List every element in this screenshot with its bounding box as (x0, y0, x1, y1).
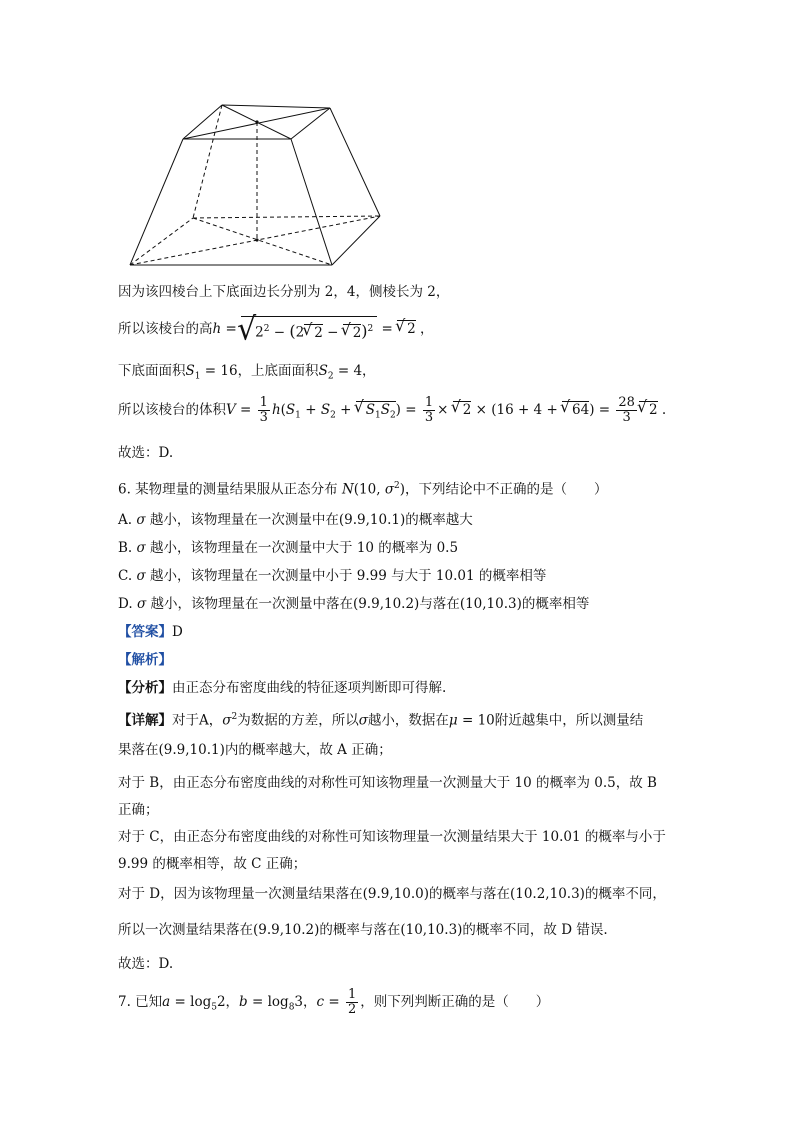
text-span: 的概率相等 (521, 596, 590, 612)
text-span: 对于 D，因为该物理量一次测量结果落在 (118, 886, 363, 902)
detail-line-7 (118, 884, 666, 904)
detail-line-2 (118, 740, 392, 760)
text-span: 所以该棱台的高 (118, 320, 213, 337)
text-span: 内的概率越大，故 A 正确； (224, 742, 392, 758)
text-span: 的概率越大 (405, 512, 473, 528)
text-span: 所以该棱台的体积 (118, 402, 226, 418)
text-span: 的概率不同， (584, 886, 666, 902)
question-7: 7. 已知$a = \log_52$，$b = \log_83$，c = $\frac{1}{2}$ ，则下列判断正确的是（ ） (118, 987, 550, 1017)
text-span: 越小，数据在 (367, 712, 449, 729)
text-span: 与落在 (419, 596, 460, 612)
option-a: A. σ 越小，该物理量在一次测量中在(9.9,10.1)的概率越大 (118, 512, 473, 528)
text-span: 附近越集中，所以测量结 (494, 712, 644, 729)
volume-formula-line: 所以该棱台的体积V = $\frac{1}{3}$ $h(S_1 + S_2$ + √ $S_1S_2$) = $\frac{1}{3}$ × √ 2 × (16 + 4 + √ 64) = $\frac{28}{3}$ √ 2 . (118, 396, 666, 432)
option-d: D. σ 越小，该物理量在一次测量中落在(9.9,10.2)与落在(10,10.3)的概率相等 (118, 596, 590, 612)
text-span: (9.9,10.1) (338, 512, 406, 528)
answer-tag: 【答案】 (118, 624, 172, 640)
answer-value: D (172, 624, 183, 640)
detail-line-5: 对于 C，由正态分布密度曲线的对称性可知该物理量一次测量结果大于 10.01 的概率与小于 (118, 829, 666, 845)
text-span: A. (118, 512, 137, 528)
text-line: 故选：D. (118, 445, 174, 461)
detail-line-4: 正确； (118, 802, 159, 818)
answer-line (118, 622, 183, 642)
text-span: (10,10.3) (459, 596, 522, 612)
detail-line-1: 【详解】对于A，$\sigma^2$为数据的方差，所以σ越小，数据在μ = 10附近越集中，所以测量结 (118, 712, 644, 729)
fenxi-tag: 【分析】 (118, 680, 172, 696)
text-span: 对于A， (172, 712, 223, 729)
sqrt-expression: √ $2^2 - (2√$ 2 − √ 2)$^2$ (241, 316, 377, 343)
text-span: D. (118, 596, 137, 612)
text-span: (9.9,10.0) (362, 886, 429, 902)
text-span: C. (118, 568, 137, 584)
text-span: (10,10.3) (400, 922, 463, 938)
detail-line-8 (118, 920, 608, 940)
text-span: ，则下列判断正确的是（ ） (360, 994, 550, 1010)
text-span: B. (118, 540, 137, 556)
question-6: 6. 某物理量的测量结果服从正态分布 N(10, $\sigma^2$)，下列结论中不正确的是（ ） (118, 481, 608, 498)
text-span: 果落在 (118, 742, 159, 758)
text-span: 为数据的方差，所以 (237, 712, 359, 729)
text-span: 的概率与落在 (319, 922, 401, 938)
text-span: (9.9,10.2) (352, 596, 420, 612)
text-span: 7. 已知 (118, 994, 163, 1010)
detail-line-6: 9.99 的概率相等，故 C 正确； (118, 856, 307, 872)
text-span: 越小，该物理量在一次测量中落在 (150, 596, 353, 612)
option-c: C. σ 越小，该物理量在一次测量中小于 9.99 与大于 10.01 的概率相等 (118, 568, 547, 584)
option-b: B. σ 越小，该物理量在一次测量中大于 10 的概率为 0.5 (118, 540, 459, 556)
frustum-figure (118, 96, 388, 272)
detail-line-9: 故选：D. (118, 956, 174, 972)
text-span: (9.9,10.1) (158, 742, 225, 758)
text-span: 所以一次测量结果落在 (118, 922, 253, 938)
text-span: 6. 某物理量的测量结果服从正态分布 (118, 481, 338, 498)
detail-line-3: 对于 B，由正态分布密度曲线的对称性可知该物理量一次测量大于 10 的概率为 0.5，故 B (118, 775, 657, 791)
text-span: 下底面面积 (118, 363, 186, 379)
text-span: 的概率与落在 (428, 886, 510, 902)
text-span: 的概率不同，故 D 错误. (462, 922, 608, 938)
detail-tag: 【详解】 (118, 712, 172, 729)
text-span: (10.2,10.3) (509, 886, 585, 902)
area-line: 下底面面积$S_1 = 16$，上底面面积$S_2 = 4$， (118, 363, 376, 382)
text-line: 因为该四棱台上下底面边长分别为 2，4，侧棱长为 2， (118, 284, 450, 300)
analysis-tag: 【解析】 (118, 652, 172, 668)
height-formula-line: 所以该棱台的高h = √ $2^2 - (2√$ 2 − √ 2)$^2$ = √ 2 ， (118, 316, 434, 350)
text-span: 越小，该物理量在一次测量中大于 10 的概率为 0.5 (150, 540, 459, 556)
text-span: 越小，该物理量在一次测量中小于 9.99 与大于 10.01 的概率相等 (149, 568, 547, 584)
text-span: ，下列结论中不正确的是（ ） (405, 481, 608, 498)
text-span: 由正态分布密度曲线的特征逐项判断即可得解. (172, 680, 447, 696)
text-span: 越小，该物理量在一次测量中在 (149, 512, 339, 528)
text-span: (9.9,10.2) (253, 922, 320, 938)
text-span: ，上底面面积 (237, 363, 319, 379)
fenxi-line (118, 678, 446, 698)
analysis-line (118, 650, 172, 670)
